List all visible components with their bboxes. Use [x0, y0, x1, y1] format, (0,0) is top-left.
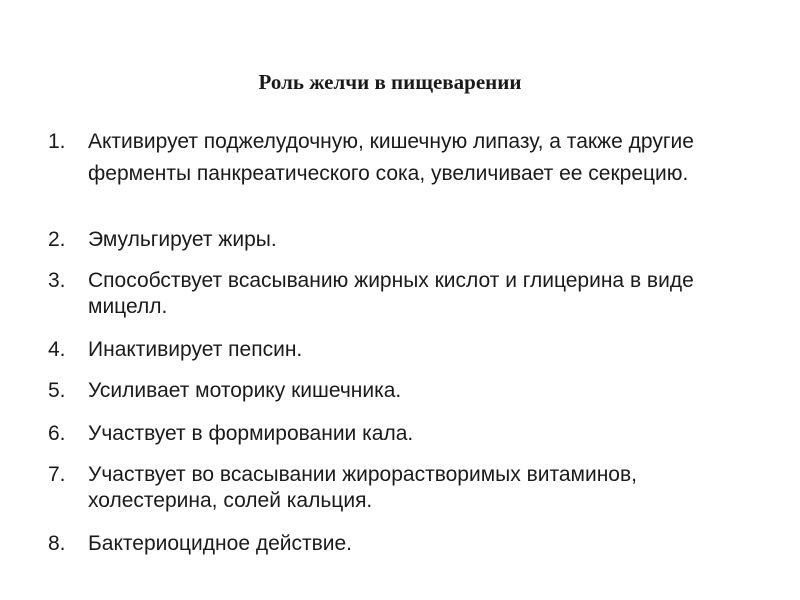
list-item-number: 3.	[48, 269, 66, 292]
list-item	[48, 334, 748, 366]
list-item-text: Усиливает моторику кишечника.	[88, 379, 402, 402]
list-item-number: 1.	[48, 130, 66, 153]
list-item-text: Участвует во всасывании жирорастворимых витаминов, холестерина, солей кальция.	[88, 463, 637, 512]
slide-title: Роль желчи в пищеварении	[258, 70, 522, 94]
list-item-text: Инактивирует пепсин.	[88, 338, 303, 361]
list-item-number: 8.	[48, 532, 66, 555]
list-item-number: 5.	[48, 379, 66, 402]
list-item-text: Способствует всасыванию жирных кислот и глицерина в виде мицелл.	[88, 269, 694, 318]
list-item	[48, 375, 748, 407]
list-item-number: 4.	[48, 338, 66, 361]
list-item-text: Активирует поджелудочную, кишечную липазу, а также другие ферменты панкреатического сока, увеличивает ее секрецию.	[88, 130, 694, 185]
list-item-number: 6.	[48, 422, 66, 445]
list-item-text: Бактериоцидное действие.	[88, 532, 353, 555]
list-item	[48, 528, 748, 560]
list-item-text: Участвует в формировании кала.	[88, 422, 414, 445]
list-item	[48, 224, 748, 256]
list-item	[48, 126, 748, 190]
list-item-number: 2.	[48, 228, 66, 251]
list-item	[48, 462, 748, 514]
list-item-number: 7.	[48, 463, 66, 486]
list-item	[48, 418, 748, 450]
list-item-text: Эмульгирует жиры.	[88, 228, 277, 251]
list-item	[48, 268, 748, 320]
